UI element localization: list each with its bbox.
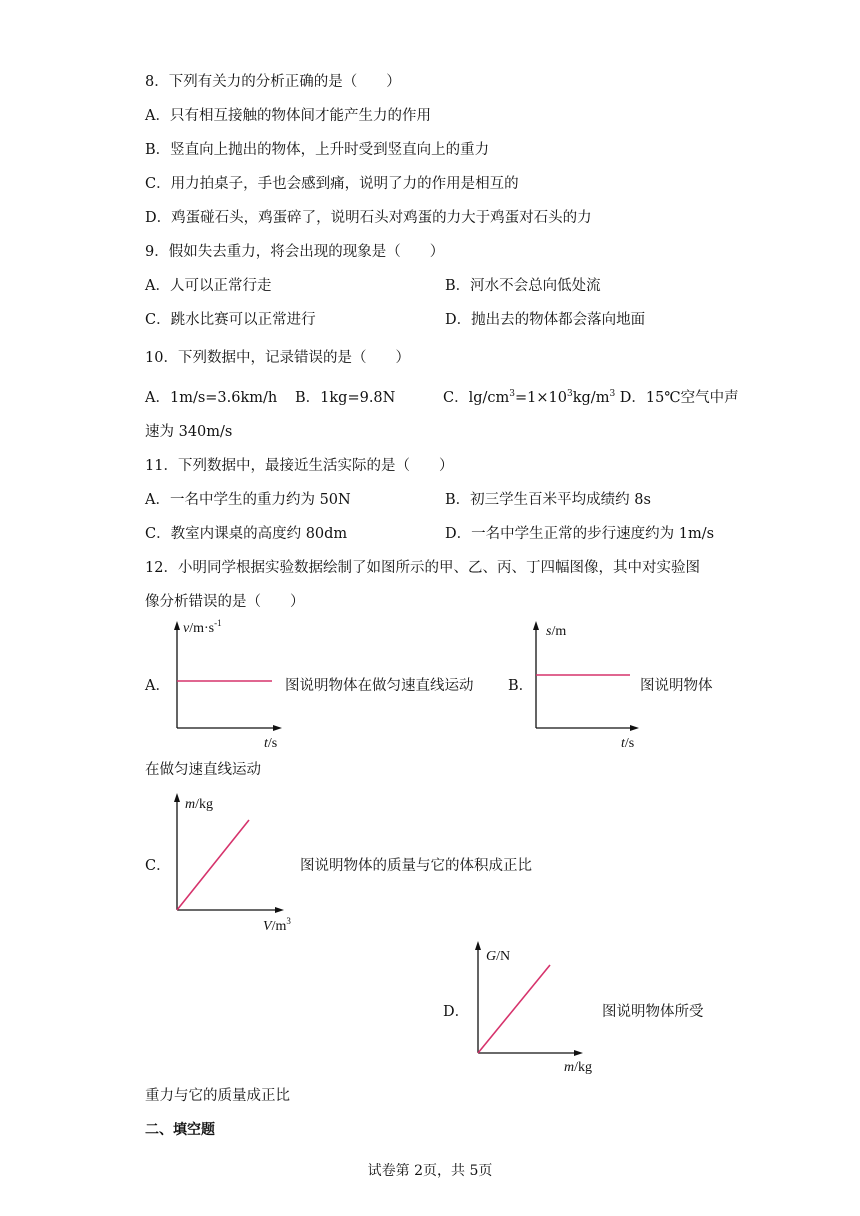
graph-d <box>466 938 606 1083</box>
q9-stem: 9．假如失去重力，将会出现的现象是（ ） <box>145 244 445 260</box>
graph-c-x-arrow <box>275 907 284 913</box>
q8-option-a: A．只有相互接触的物体间才能产生力的作用 <box>145 108 431 124</box>
graph-d-y-arrow <box>475 941 481 950</box>
q11-option-d: D．一名中学生正常的步行速度约为 1m/s <box>445 526 715 542</box>
graph-d-x-arrow <box>574 1050 583 1056</box>
q12-option-a-label: A． <box>145 678 170 694</box>
q8-option-b: B．竖直向上抛出的物体，上升时受到竖直向上的重力 <box>145 142 490 158</box>
q10-option-d: D．15℃空气中声 <box>615 390 739 406</box>
q11-stem: 11．下列数据中，最接近生活实际的是（ ） <box>145 458 454 474</box>
q12-option-c-text: 图说明物体的质量与它的体积成正比 <box>300 858 532 874</box>
graph-c-y-arrow <box>174 793 180 802</box>
graph-a-y-label: $v/m\cdot s^{-1}$ <box>183 618 222 636</box>
graph-a-y-arrow <box>174 621 180 630</box>
q11-option-c: C．教室内课桌的高度约 80dm <box>145 526 348 542</box>
q12-option-d-continued: 重力与它的质量成正比 <box>145 1088 290 1104</box>
graph-d-y-label: G/N <box>486 949 511 964</box>
q12-option-c-label: C． <box>145 858 171 874</box>
graph-a <box>165 618 290 753</box>
q9-option-d: D．抛出去的物体都会落向地面 <box>445 312 646 328</box>
graph-b-x-label: t/s <box>621 736 635 751</box>
graph-a-x-label: t/s <box>264 736 278 751</box>
q12-option-b-text: 图说明物体 <box>640 678 713 694</box>
q10-option-a: A．1m/s=3.6km/h <box>145 390 278 406</box>
section-title-fill-in: 二、填空题 <box>145 1122 215 1138</box>
graph-d-x-label: m/kg <box>564 1060 593 1075</box>
q11-option-a: A．一名中学生的重力约为 50N <box>145 492 351 508</box>
q12-option-b-label: B． <box>508 678 534 694</box>
q9-option-c: C．跳水比赛可以正常进行 <box>145 312 316 328</box>
q12-option-b-continued: 在做匀速直线运动 <box>145 762 261 778</box>
q9-option-b: B．河水不会总向低处流 <box>445 278 601 294</box>
q12-option-d-text: 图说明物体所受 <box>602 1004 704 1020</box>
q10-option-b: B．1kg=9.8N <box>295 390 396 406</box>
graph-c-plot-line <box>177 820 249 910</box>
q11-option-b: B．初三学生百米平均成绩约 8s <box>445 492 651 508</box>
q12-stem-line2: 像分析错误的是（ ） <box>145 594 305 610</box>
q12-option-d-label: D． <box>443 1004 470 1020</box>
graph-d-plot-line <box>478 965 550 1053</box>
graph-b <box>524 618 644 753</box>
graph-b-y-label: s/m <box>546 624 567 639</box>
q12-stem-line1: 12．小明同学根据实验数据绘制了如图所示的甲、乙、丙、丁四幅图像，其中对实验图 <box>145 560 700 576</box>
q8-option-c: C．用力拍桌子，手也会感到痛，说明了力的作用是相互的 <box>145 176 519 192</box>
q10-option-c: C．$\lg/cm^3=1\times 10^3kg/m^3$ D．15℃空气中声 <box>443 389 739 406</box>
graph-b-x-arrow <box>630 725 639 731</box>
graph-c-y-label: m/kg <box>185 797 214 812</box>
q10-option-d-continued: 速为 340m/s <box>145 424 233 440</box>
q8-option-d: D．鸡蛋碰石头，鸡蛋碎了，说明石头对鸡蛋的力大于鸡蛋对石头的力 <box>145 210 592 226</box>
graph-c <box>165 790 295 935</box>
graph-a-x-arrow <box>273 725 282 731</box>
q10-stem: 10．下列数据中，记录错误的是（ ） <box>145 350 410 366</box>
q9-option-a: A．人可以正常行走 <box>145 278 272 294</box>
page-footer: 试卷第 2页，共 5页 <box>367 1163 493 1179</box>
graph-c-x-label: $V/m^3$ <box>263 916 291 934</box>
q12-option-a-text: 图说明物体在做匀速直线运动 <box>285 678 474 694</box>
q8-stem: 8．下列有关力的分析正确的是（ ） <box>145 74 401 90</box>
graph-b-y-arrow <box>533 621 539 630</box>
